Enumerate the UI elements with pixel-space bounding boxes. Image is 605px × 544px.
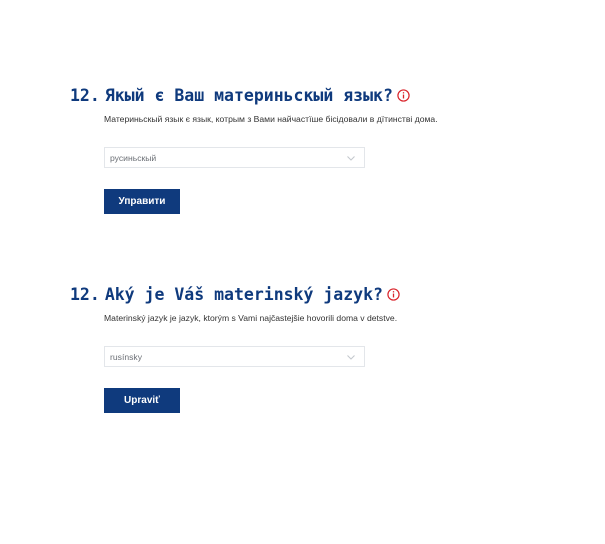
chevron-down-icon (346, 153, 356, 163)
info-circle-icon[interactable] (387, 288, 400, 301)
edit-button[interactable]: Управити (104, 189, 180, 214)
chevron-down-icon (346, 352, 356, 362)
question-text: Aký je Váš materinský jazyk? (104, 284, 383, 304)
language-select[interactable] (104, 147, 365, 168)
question-number: 12. (70, 85, 100, 105)
question-description: Материньскый язык є язык, котрым з Вами найчастїше бісідовали в дїтинстві дома. (104, 114, 438, 124)
question-title (70, 282, 400, 306)
language-select[interactable] (104, 346, 365, 367)
question-description: Materinský jazyk je jazyk, ktorým s Vami najčastejšie hovorili doma v detstve. (104, 313, 398, 323)
question-text: Якый є Ваш материньскый язык? (104, 85, 393, 105)
select-value: rusínsky (110, 352, 142, 362)
edit-button[interactable]: Upraviť (104, 388, 180, 413)
select-value: русиньскый (110, 153, 157, 163)
info-circle-icon[interactable] (397, 89, 410, 102)
question-number: 12. (70, 284, 100, 304)
question-title (70, 83, 410, 107)
